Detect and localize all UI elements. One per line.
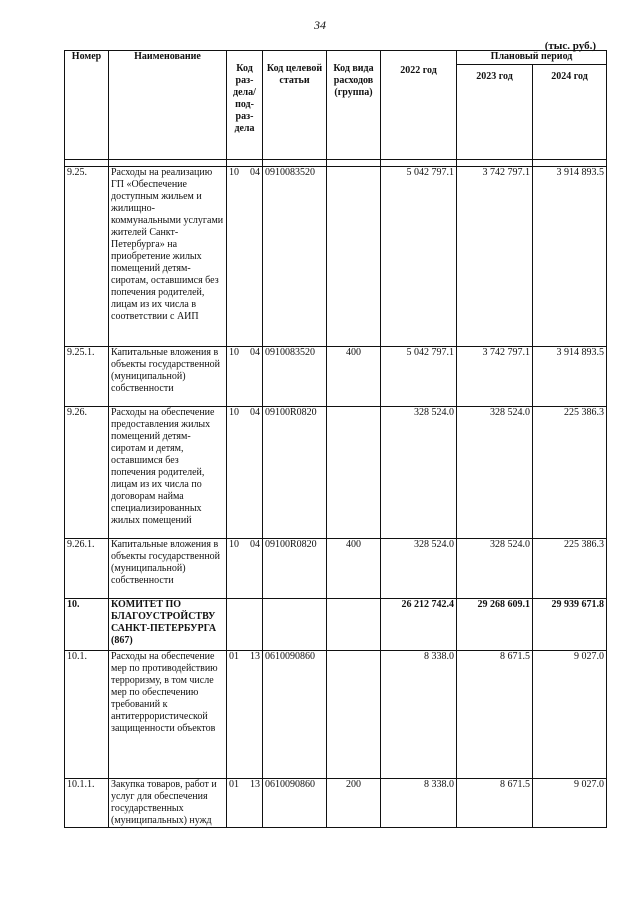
row-amount-2023: 3 742 797.1: [457, 347, 533, 407]
row-expense-code: [327, 407, 381, 539]
row-section-code: [227, 779, 263, 828]
row-subsection: 04: [250, 167, 260, 178]
row-target-code: 09100R0820: [263, 407, 327, 539]
row-amount-2022: 328 524.0: [381, 539, 457, 599]
row-subsection: 13: [250, 651, 260, 662]
table-row: [65, 779, 607, 828]
row-name: Расходы на обеспечение мер по противодействию терроризму, в том числе мер по обеспечению требований к антитеррористической защищенности объектов: [109, 651, 227, 779]
row-target-code: [263, 599, 327, 651]
row-amount-2022: 5 042 797.1: [381, 167, 457, 347]
row-target-code: 0910083520: [263, 167, 327, 347]
row-name: Закупка товаров, работ и услуг для обеспечения государственных (муниципальных) нужд: [109, 779, 227, 828]
row-section-code: [227, 167, 263, 347]
row-number: 9.25.1.: [65, 347, 109, 407]
header-name: Наименование: [109, 51, 227, 160]
row-section-code: [227, 407, 263, 539]
row-number: 10.: [65, 599, 109, 651]
row-amount-2023: 328 524.0: [457, 407, 533, 539]
table-row: [65, 599, 607, 651]
page-number: 34: [314, 18, 326, 32]
row-amount-2024: 225 386.3: [533, 407, 607, 539]
row-amount-2022: 8 338.0: [381, 651, 457, 779]
table-row: [65, 407, 607, 539]
row-target-code: 0610090860: [263, 779, 327, 828]
table-row: [65, 347, 607, 407]
row-expense-code: 400: [327, 539, 381, 599]
row-section-code: [227, 599, 263, 651]
row-number: 9.26.: [65, 407, 109, 539]
row-section: 10: [229, 167, 239, 178]
row-target-code: 0910083520: [263, 347, 327, 407]
row-amount-2022: 5 042 797.1: [381, 347, 457, 407]
row-name: Расходы на обеспечение предоставления жилых помещений детям-сиротам и детям, оставшимся без попечения родителей, лицам из их числа по договорам найма специализированных жилых помещений: [109, 407, 227, 539]
header-expense-code: Код вида расходов (группа): [327, 51, 381, 160]
table-row: [65, 539, 607, 599]
row-name: Расходы на реализацию ГП «Обеспечение доступным жильем и жилищно-коммунальными услугами жителей Санкт-Петербурга» на приобретение жилых помещений детям-сиротам, оставшимся без попечения родителей, лицам из их числа в соответствии с АИП: [109, 167, 227, 347]
row-number: 9.26.1.: [65, 539, 109, 599]
row-expense-code: [327, 167, 381, 347]
row-amount-2024: 3 914 893.5: [533, 167, 607, 347]
row-expense-code: [327, 651, 381, 779]
budget-table: [64, 50, 607, 828]
header-target-code: Код целевой статьи: [263, 51, 327, 160]
row-subsection: 04: [250, 539, 260, 550]
row-amount-2023: 29 268 609.1: [457, 599, 533, 651]
header-2024: 2024 год: [533, 65, 607, 160]
row-section-code: [227, 539, 263, 599]
table-row: [65, 167, 607, 347]
row-section: 10: [229, 539, 239, 550]
row-number: 10.1.: [65, 651, 109, 779]
row-amount-2024: 9 027.0: [533, 651, 607, 779]
header-2023: 2023 год: [457, 65, 533, 160]
row-amount-2023: 8 671.5: [457, 651, 533, 779]
row-expense-code: 400: [327, 347, 381, 407]
row-section-code: [227, 347, 263, 407]
row-amount-2024: 29 939 671.8: [533, 599, 607, 651]
row-name: Капитальные вложения в объекты государственной (муниципальной) собственности: [109, 347, 227, 407]
row-name: КОМИТЕТ ПО БЛАГОУСТРОЙСТВУ САНКТ-ПЕТЕРБУРГА (867): [109, 599, 227, 651]
row-subsection: 04: [250, 407, 260, 418]
row-expense-code: 200: [327, 779, 381, 828]
row-amount-2022: 26 212 742.4: [381, 599, 457, 651]
row-section: 01: [229, 651, 239, 662]
row-section-code: [227, 651, 263, 779]
row-target-code: 0610090860: [263, 651, 327, 779]
row-amount-2024: 3 914 893.5: [533, 347, 607, 407]
row-expense-code: [327, 599, 381, 651]
row-amount-2024: 9 027.0: [533, 779, 607, 828]
row-name: Капитальные вложения в объекты государственной (муниципальной) собственности: [109, 539, 227, 599]
row-target-code: 09100R0820: [263, 539, 327, 599]
row-amount-2023: 8 671.5: [457, 779, 533, 828]
row-subsection: 04: [250, 347, 260, 358]
row-number: 9.25.: [65, 167, 109, 347]
row-amount-2023: 3 742 797.1: [457, 167, 533, 347]
row-section: 10: [229, 347, 239, 358]
header-number: Номер: [65, 51, 109, 160]
row-amount-2022: 8 338.0: [381, 779, 457, 828]
row-section: 10: [229, 407, 239, 418]
header-planned-period: Плановый период: [457, 51, 607, 65]
table-row: [65, 651, 607, 779]
header-2022: 2022 год: [381, 51, 457, 160]
units-label: (тыс. руб.): [544, 40, 596, 52]
row-amount-2024: 225 386.3: [533, 539, 607, 599]
row-section: 01: [229, 779, 239, 790]
row-subsection: 13: [250, 779, 260, 790]
row-number: 10.1.1.: [65, 779, 109, 828]
row-amount-2023: 328 524.0: [457, 539, 533, 599]
row-amount-2022: 328 524.0: [381, 407, 457, 539]
header-section-code: Код раз- дела/ под- раз- дела: [227, 51, 263, 160]
